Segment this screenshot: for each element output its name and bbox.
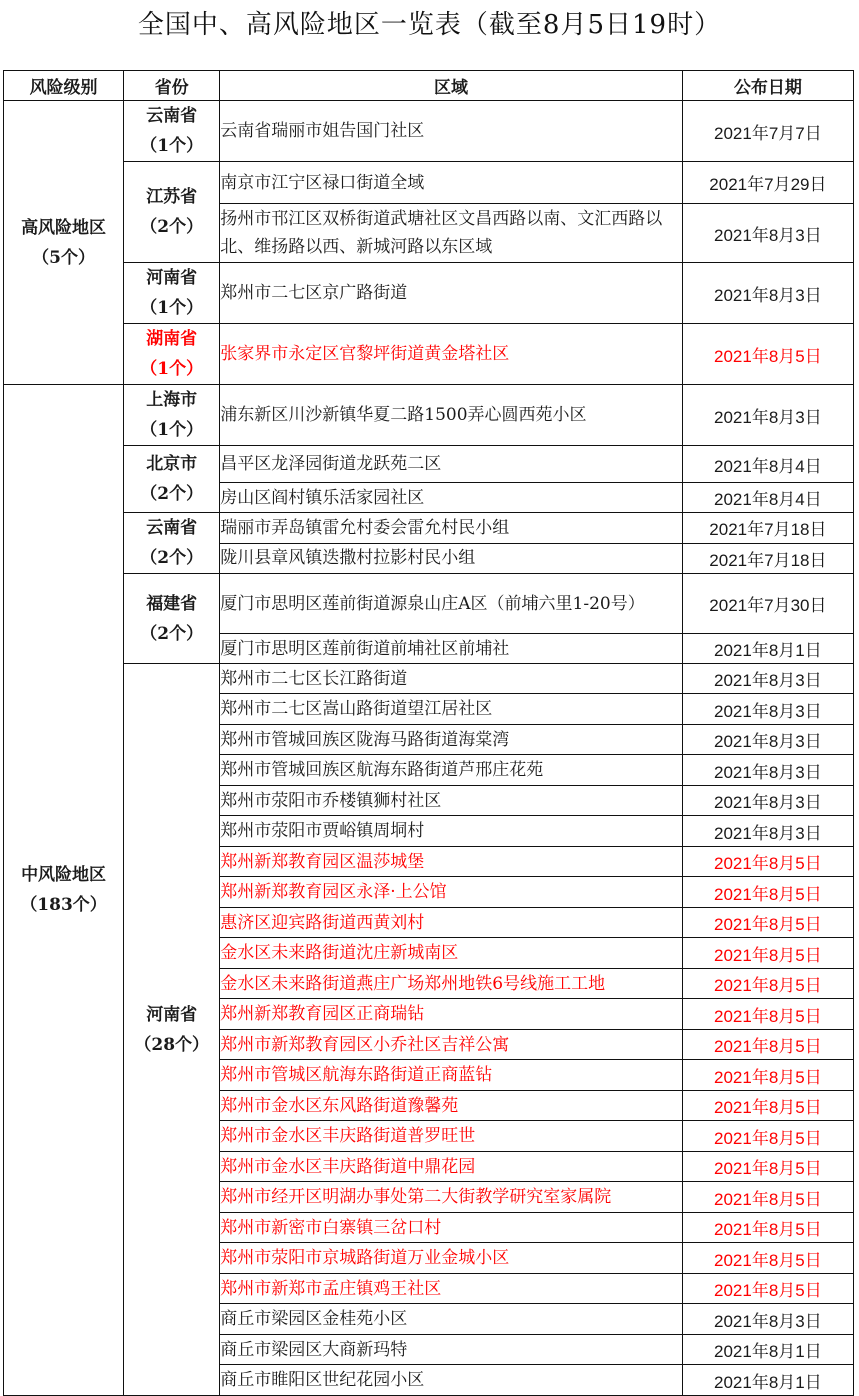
table-row <box>4 574 854 634</box>
publish-date-cell: 2021年8月1日 <box>682 634 853 664</box>
province-name: 云南省 <box>146 518 198 538</box>
publish-date-cell: 2021年8月5日 <box>682 847 853 877</box>
area-cell: 金水区未来路街道燕庄广场郑州地铁6号线施工工地 <box>220 969 683 999</box>
province-count: （2个） <box>140 484 204 504</box>
province-count: （1个） <box>140 359 204 379</box>
area-cell: 南京市江宁区禄口街道全域 <box>220 162 683 204</box>
page-title: 全国中、高风险地区一览表（截至8月5日19时） <box>137 10 722 40</box>
table-header-row <box>4 71 854 101</box>
area-cell: 郑州市新郑教育园区小乔社区吉祥公寓 <box>220 1030 683 1060</box>
province-name: 河南省 <box>146 268 198 288</box>
publish-date-cell: 2021年8月3日 <box>682 725 853 755</box>
area-cell: 郑州市荥阳市乔楼镇狮村社区 <box>220 786 683 816</box>
table-row <box>4 664 854 694</box>
province-cell <box>124 324 220 385</box>
publish-date-cell: 2021年8月5日 <box>682 1152 853 1182</box>
table-body <box>4 101 854 1396</box>
publish-date-cell: 2021年7月18日 <box>682 543 853 574</box>
header-risk-level: 风险级别 <box>4 71 124 101</box>
area-cell: 瑞丽市弄岛镇雷允村委会雷允村民小组 <box>220 513 683 544</box>
publish-date-cell: 2021年8月3日 <box>682 664 853 694</box>
publish-date-cell: 2021年8月5日 <box>682 969 853 999</box>
area-cell: 郑州市二七区长江路街道 <box>220 664 683 694</box>
area-cell: 陇川县章风镇迭撒村拉影村民小组 <box>220 543 683 574</box>
area-cell: 云南省瑞丽市姐告国门社区 <box>220 101 683 162</box>
province-name: 云南省 <box>146 106 198 126</box>
table-row <box>4 513 854 544</box>
province-name: 河南省 <box>146 1004 198 1025</box>
area-cell: 郑州市管城回族区陇海马路街道海棠湾 <box>220 725 683 755</box>
area-cell: 郑州市二七区京广路街道 <box>220 263 683 324</box>
province-cell <box>124 574 220 664</box>
publish-date-cell: 2021年8月3日 <box>682 816 853 847</box>
area-cell: 郑州新郑教育园区永泽·上公馆 <box>220 877 683 908</box>
province-name: 上海市 <box>146 390 198 410</box>
risk-level-count: （5个） <box>32 247 95 268</box>
province-name: 湖南省 <box>146 329 198 349</box>
province-cell <box>124 446 220 513</box>
publish-date-cell: 2021年8月3日 <box>682 204 853 263</box>
publish-date-cell: 2021年8月5日 <box>682 1030 853 1060</box>
province-cell <box>124 162 220 263</box>
publish-date-cell: 2021年8月1日 <box>682 1365 853 1396</box>
area-cell: 厦门市思明区莲前街道源泉山庄A区（前埔六里1-20号） <box>220 574 683 634</box>
area-cell: 惠济区迎宾路街道西黄刘村 <box>220 908 683 938</box>
publish-date-cell: 2021年8月5日 <box>682 938 853 969</box>
publish-date-cell: 2021年8月5日 <box>682 1182 853 1213</box>
publish-date-cell: 2021年8月5日 <box>682 1121 853 1152</box>
risk-level-label: 中风险地区 <box>21 865 107 885</box>
area-cell: 商丘市梁园区金桂苑小区 <box>220 1304 683 1335</box>
publish-date-cell: 2021年8月5日 <box>682 1243 853 1274</box>
area-cell: 郑州新郑教育园区温莎城堡 <box>220 847 683 877</box>
risk-level-count: （183个） <box>20 895 107 915</box>
publish-date-cell: 2021年8月4日 <box>682 446 853 483</box>
publish-date-cell: 2021年8月5日 <box>682 877 853 908</box>
header-province: 省份 <box>124 71 220 101</box>
area-cell: 商丘市梁园区大商新玛特 <box>220 1335 683 1365</box>
risk-area-table <box>3 70 854 1396</box>
publish-date-cell: 2021年8月3日 <box>682 1304 853 1335</box>
area-cell: 扬州市邗江区双桥街道武塘社区文昌西路以南、文汇西路以北、维扬路以西、新城河路以东区域 <box>220 204 683 263</box>
area-cell: 商丘市睢阳区世纪花园小区 <box>220 1365 683 1396</box>
area-cell: 郑州市二七区嵩山路街道望江居社区 <box>220 694 683 725</box>
publish-date-cell: 2021年8月3日 <box>682 694 853 725</box>
area-cell: 张家界市永定区官黎坪街道黄金塔社区 <box>220 324 683 385</box>
header-publish-date: 公布日期 <box>682 71 853 101</box>
province-count: （1个） <box>140 420 204 440</box>
area-cell: 浦东新区川沙新镇华夏二路1500弄心圆西苑小区 <box>220 385 683 446</box>
header-area: 区域 <box>220 71 683 101</box>
area-cell: 房山区阎村镇乐活家园社区 <box>220 483 683 513</box>
publish-date-cell: 2021年8月5日 <box>682 1060 853 1091</box>
province-cell <box>124 664 220 1396</box>
area-cell: 郑州市新郑市孟庄镇鸡王社区 <box>220 1274 683 1304</box>
area-cell: 郑州市金水区丰庆路街道普罗旺世 <box>220 1121 683 1152</box>
province-cell <box>124 385 220 446</box>
area-cell: 厦门市思明区莲前街道前埔社区前埔社 <box>220 634 683 664</box>
area-cell: 郑州市经开区明湖办事处第二大街教学研究室家属院 <box>220 1182 683 1213</box>
table-row <box>4 385 854 446</box>
area-cell: 郑州市管城回族区航海东路街道芦邢庄花苑 <box>220 755 683 786</box>
province-count: （2个） <box>140 217 204 237</box>
publish-date-cell: 2021年8月5日 <box>682 1274 853 1304</box>
province-cell <box>124 513 220 574</box>
area-cell: 郑州市荥阳市京城路街道万业金城小区 <box>220 1243 683 1274</box>
province-count: （2个） <box>140 623 204 644</box>
table-row <box>4 446 854 483</box>
publish-date-cell: 2021年8月3日 <box>682 786 853 816</box>
publish-date-cell: 2021年7月7日 <box>682 101 853 162</box>
publish-date-cell: 2021年8月5日 <box>682 908 853 938</box>
medium-risk-level-cell <box>4 385 124 1396</box>
province-cell <box>124 263 220 324</box>
table-row <box>4 263 854 324</box>
province-count: （1个） <box>140 298 204 318</box>
publish-date-cell: 2021年8月3日 <box>682 385 853 446</box>
province-cell <box>124 101 220 162</box>
area-cell: 郑州市荥阳市贾峪镇周垌村 <box>220 816 683 847</box>
high-risk-level-cell <box>4 101 124 385</box>
table-row <box>4 324 854 385</box>
area-cell: 昌平区龙泽园街道龙跃苑二区 <box>220 446 683 483</box>
province-count: （2个） <box>140 548 204 568</box>
publish-date-cell: 2021年7月18日 <box>682 513 853 544</box>
area-cell: 郑州市管城区航海东路街道正商蓝钻 <box>220 1060 683 1091</box>
table-row <box>4 162 854 204</box>
area-cell: 郑州市新密市白寨镇三岔口村 <box>220 1213 683 1243</box>
risk-level-label: 高风险地区 <box>21 217 107 238</box>
province-name: 江苏省 <box>146 187 198 207</box>
area-cell: 郑州新郑教育园区正商瑞钻 <box>220 999 683 1030</box>
publish-date-cell: 2021年7月30日 <box>682 574 853 634</box>
publish-date-cell: 2021年8月1日 <box>682 1335 853 1365</box>
province-name: 北京市 <box>146 454 198 474</box>
publish-date-cell: 2021年8月5日 <box>682 1213 853 1243</box>
table-row <box>4 101 854 162</box>
area-cell: 金水区未来路街道沈庄新城南区 <box>220 938 683 969</box>
publish-date-cell: 2021年8月5日 <box>682 324 853 385</box>
publish-date-cell: 2021年7月29日 <box>682 162 853 204</box>
publish-date-cell: 2021年8月5日 <box>682 1091 853 1121</box>
province-count: （1个） <box>140 136 204 156</box>
publish-date-cell: 2021年8月4日 <box>682 483 853 513</box>
area-cell: 郑州市金水区丰庆路街道中鼎花园 <box>220 1152 683 1182</box>
province-count: （28个） <box>134 1034 210 1055</box>
province-name: 福建省 <box>146 593 198 614</box>
publish-date-cell: 2021年8月3日 <box>682 263 853 324</box>
area-cell: 郑州市金水区东风路街道豫馨苑 <box>220 1091 683 1121</box>
publish-date-cell: 2021年8月3日 <box>682 755 853 786</box>
publish-date-cell: 2021年8月5日 <box>682 999 853 1030</box>
